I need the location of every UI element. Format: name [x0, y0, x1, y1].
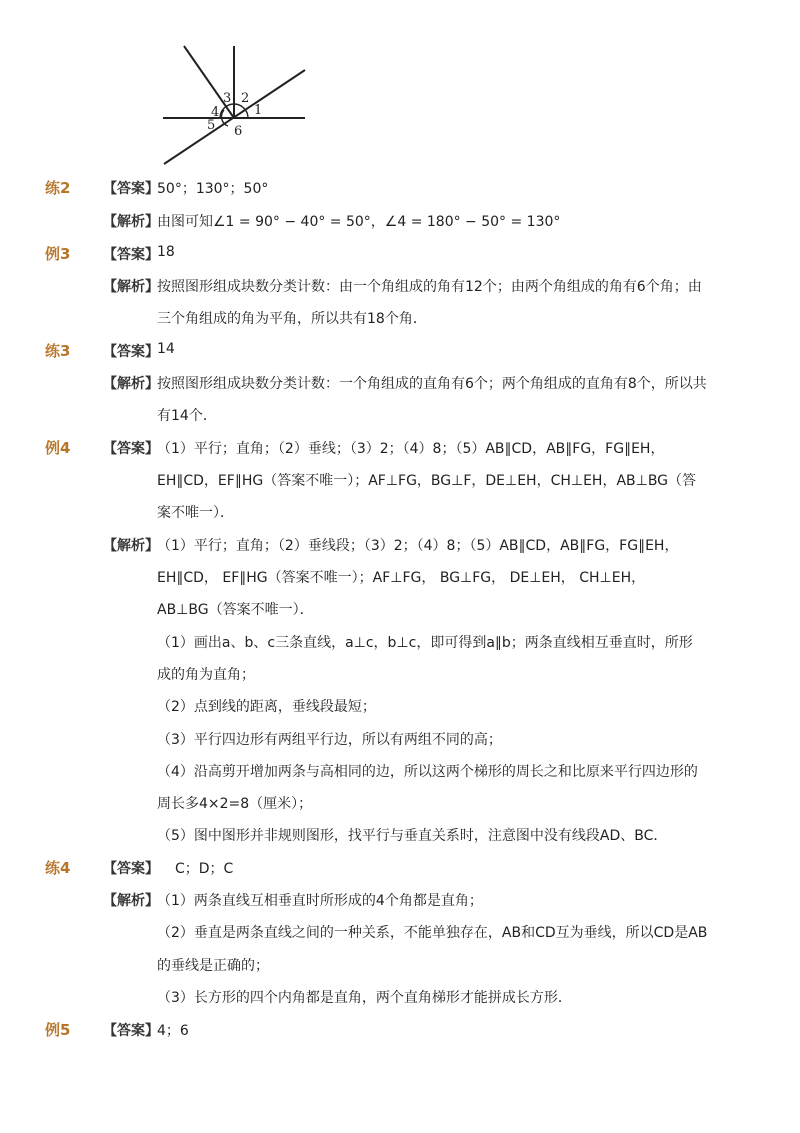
analysis-line: EH∥CD， EF∥HG（答案不唯一）；AF⊥FG， BG⊥FG， DE⊥EH， CH⊥EH， — [157, 570, 646, 586]
analysis-line: 周长多4×2=8（厘米）； — [157, 796, 313, 812]
angle-label-1: 1 — [254, 103, 263, 118]
answer-tag: 【答案】 — [103, 344, 159, 360]
analysis-line: 按照图形组成块数分类计数：一个角组成的直角有6个；两个角组成的直角有8个，所以共 — [157, 376, 707, 392]
angle-label-6: 6 — [234, 124, 243, 139]
example-label: 例4 — [45, 439, 71, 457]
answer-line: 案不唯一）． — [157, 505, 234, 521]
analysis-line: （1）两条直线互相垂直时所形成的4个角都是直角； — [157, 893, 483, 909]
analysis-line: （5）图中图形并非规则图形，找平行与垂直关系时，注意图中没有线段AD、BC． — [157, 828, 668, 844]
answer-text: 18 — [157, 244, 175, 260]
analysis-line: AB⊥BG（答案不唯一）． — [157, 602, 314, 618]
analysis-tag: 【解析】 — [103, 376, 159, 392]
analysis-line: （3）长方形的四个内角都是直角，两个直角梯形才能拼成长方形． — [157, 990, 572, 1006]
answer-text: 50°；130°；50° — [157, 181, 269, 197]
analysis-line: （2）点到线的距离，垂线段最短； — [157, 699, 376, 715]
analysis-line: 三个角组成的角为平角，所以共有18个角． — [157, 311, 427, 327]
exercise-label: 练2 — [45, 179, 71, 197]
answer-text: 14 — [157, 341, 175, 357]
analysis-line: 有14个． — [157, 408, 217, 424]
analysis-tag: 【解析】 — [103, 214, 159, 230]
answer-tag: 【答案】 — [103, 247, 159, 263]
angle-label-4: 4 — [211, 105, 220, 120]
answer-tag: 【答案】 — [103, 1023, 159, 1039]
answer-tag: 【答案】 — [103, 181, 159, 197]
analysis-line: （4）沿高剪开增加两条与高相同的边，所以这两个梯形的周长之和比原来平行四边形的 — [157, 764, 698, 780]
example-label: 例5 — [45, 1021, 71, 1039]
diagonal-line-left — [184, 46, 234, 118]
analysis-line: （1）平行；直角；（2）垂线段；（3）2；（4）8；（5）AB∥CD，AB∥FG，FG∥EH， — [157, 538, 679, 554]
exercise-label: 练4 — [45, 859, 71, 877]
analysis-line: （1）画出a、b、c三条直线，a⊥c，b⊥c，即可得到a∥b；两条直线相互垂直时，所形 — [157, 635, 693, 651]
answer-tag: 【答案】 — [103, 861, 159, 877]
analysis-line: 按照图形组成块数分类计数：由一个角组成的角有12个；由两个角组成的角有6个角；由 — [157, 279, 702, 295]
answer-line: （1）平行；直角；（2）垂线；（3）2；（4）8；（5）AB∥CD，AB∥FG，FG∥EH， — [157, 441, 665, 457]
analysis-line: 由图可知∠1 = 90° − 40° = 50°，∠4 = 180° − 50° = 130° — [157, 214, 561, 230]
angle-figure — [150, 40, 320, 170]
answer-text: C；D；C — [175, 861, 234, 877]
answer-text: 4；6 — [157, 1023, 189, 1039]
angle-label-2: 2 — [241, 91, 250, 106]
angle-label-3: 3 — [223, 91, 232, 106]
analysis-tag: 【解析】 — [103, 279, 159, 295]
exercise-label: 练3 — [45, 342, 71, 360]
answer-line: EH∥CD，EF∥HG（答案不唯一）；AF⊥FG，BG⊥F，DE⊥EH，CH⊥EH，AB⊥BG（答 — [157, 473, 697, 489]
angle-label-5: 5 — [207, 118, 216, 133]
analysis-tag: 【解析】 — [103, 538, 159, 554]
analysis-line: （3）平行四边形有两组平行边，所以有两组不同的高； — [157, 732, 502, 748]
analysis-line: （2）垂直是两条直线之间的一种关系，不能单独存在，AB和CD互为垂线，所以CD是AB — [157, 925, 708, 941]
example-label: 例3 — [45, 245, 71, 263]
answer-tag: 【答案】 — [103, 441, 159, 457]
analysis-line: 的垂线是正确的； — [157, 958, 269, 974]
analysis-tag: 【解析】 — [103, 893, 159, 909]
analysis-line: 成的角为直角； — [157, 667, 255, 683]
